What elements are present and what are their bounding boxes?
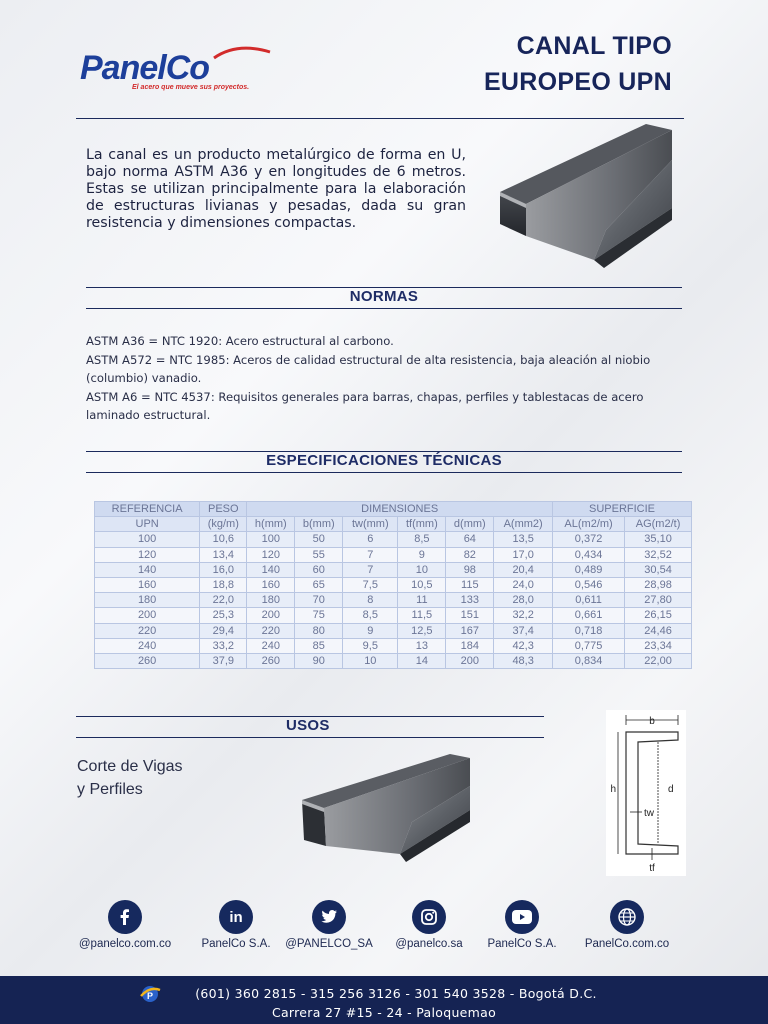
header-cell: b(mm) [295,517,343,532]
section-title-specs: ESPECIFICACIONES TÉCNICAS [266,452,502,469]
header-cell: h(mm) [247,517,295,532]
dim-label-tw: tw [644,808,654,819]
table-row [95,638,692,653]
social-youtube[interactable] [476,900,568,950]
table-header-row [95,517,692,532]
table-cell: 25,3 [200,608,247,623]
table-cell: 26,15 [625,608,692,623]
header-cell: A(mm2) [494,517,553,532]
logo-tagline: El acero que mueve sus proyectos. [132,84,250,91]
table-cell: 85 [295,638,343,653]
table-cell: 6 [343,532,398,547]
table-cell: 240 [95,638,200,653]
table-cell: 8,5 [343,608,398,623]
table-cell: 42,3 [494,638,553,653]
divider [86,472,682,473]
table-cell: 260 [95,653,200,668]
table-cell: 115 [446,577,494,592]
table-cell: 22,0 [200,593,247,608]
linkedin-icon: in [219,900,253,934]
header-cell: DIMENSIONES [247,502,553,517]
table-cell: 9,5 [343,638,398,653]
table-cell: 7 [343,547,398,562]
table-cell: 48,3 [494,653,553,668]
social-twitter[interactable] [278,900,380,950]
svg-text:P: P [147,991,154,1001]
footer [0,976,768,1024]
table-cell: 240 [247,638,295,653]
title-line-1: CANAL TIPO [516,32,672,60]
table-cell: 80 [295,623,343,638]
table-cell: 64 [446,532,494,547]
table-cell: 82 [446,547,494,562]
dim-label-tf: tf [649,863,655,874]
usos-line: y Perfiles [77,781,143,798]
dim-label-h: h [610,784,616,795]
usos-text [77,755,183,801]
social-label: @PANELCO_SA [285,938,373,950]
table-row [95,577,692,592]
logo-name-part1: Panel [80,49,166,87]
title-line-2: EUROPEO UPN [483,68,672,96]
table-cell: 98 [446,562,494,577]
table-cell: 200 [446,653,494,668]
table-cell: 9 [343,623,398,638]
table-cell: 14 [398,653,446,668]
table-cell: 50 [295,532,343,547]
social-website[interactable] [572,900,682,950]
table-cell: 33,2 [200,638,247,653]
table-cell: 10 [398,562,446,577]
table-cell: 60 [295,562,343,577]
table-cell: 160 [95,577,200,592]
table-cell: 11 [398,593,446,608]
table-cell: 55 [295,547,343,562]
social-label: @panelco.sa [395,938,463,950]
table-cell: 120 [95,547,200,562]
norma-item: ASTM A572 = NTC 1985: Aceros de calidad estructural de alta resistencia, baja aleación al niobio (columbio) vanadio. [86,352,651,385]
table-cell: 0,775 [553,638,625,653]
table-cell: 8,5 [398,532,446,547]
table-cell: 30,54 [625,562,692,577]
logo-swoosh-icon [212,44,272,62]
table-cell: 32,52 [625,547,692,562]
table-cell: 28,0 [494,593,553,608]
header-cell: AG(m2/t) [625,517,692,532]
table-cell: 0,834 [553,653,625,668]
table-cell: 18,8 [200,577,247,592]
spec-table [94,501,692,669]
footer-address: Carrera 27 #15 - 24 - Paloquemao [271,1005,497,1020]
section-title-normas: NORMAS [349,288,419,305]
norma-item: ASTM A36 = NTC 1920: Acero estructural al carbono. [86,334,394,348]
facebook-icon [108,900,142,934]
social-label: PanelCo S.A. [487,938,557,950]
table-cell: 151 [446,608,494,623]
usos-line: Corte de Vigas [77,758,183,775]
table-cell: 37,4 [494,623,553,638]
social-label: @panelco.com.co [78,938,172,950]
table-row [95,593,692,608]
upn-profile-diagram [606,710,686,876]
table-row [95,653,692,668]
table-cell: 184 [446,638,494,653]
header-cell: AL(m2/m) [553,517,625,532]
table-cell: 160 [247,577,295,592]
normas-list [86,332,686,425]
social-label: PanelCo S.A. [201,938,271,950]
table-cell: 13,5 [494,532,553,547]
table-cell: 8 [343,593,398,608]
table-cell: 28,98 [625,577,692,592]
table-cell: 24,0 [494,577,553,592]
social-linkedin[interactable] [188,900,284,950]
norma-item: ASTM A6 = NTC 4537: Requisitos generales para barras, chapas, perfiles y tablestacas de acero laminado estructural. [86,389,644,422]
table-cell: 22,00 [625,653,692,668]
steel-channel-image [496,120,676,268]
contact-logo-icon [138,984,162,1004]
table-cell: 0,434 [553,547,625,562]
table-cell: 24,46 [625,623,692,638]
header-cell: tf(mm) [398,517,446,532]
table-cell: 37,9 [200,653,247,668]
header-cell: SUPERFICIE [553,502,692,517]
page-title [484,28,672,100]
table-cell: 13,4 [200,547,247,562]
table-cell: 180 [95,593,200,608]
divider [76,737,544,738]
table-cell: 0,489 [553,562,625,577]
table-cell: 65 [295,577,343,592]
table-cell: 0,372 [553,532,625,547]
table-cell: 32,2 [494,608,553,623]
footer-phones: (601) 360 2815 - 315 256 3126 - 301 540 3528 - Bogotá D.C. [195,986,597,1001]
table-cell: 260 [247,653,295,668]
table-cell: 90 [295,653,343,668]
header-cell: PESO [200,502,247,517]
table-cell: 133 [446,593,494,608]
table-header-row [95,502,692,517]
table-cell: 10,6 [200,532,247,547]
intro-paragraph: La canal es un producto metalúrgico de forma en U, bajo norma ASTM A36 y en longitudes de 6 metros. Estas se utilizan principalmente para la elaboración de estructuras livianas y pesadas, dada su gran resistencia y dimensiones compactas. [86,147,466,231]
table-cell: 12,5 [398,623,446,638]
social-label: PanelCo.com.co [584,938,670,950]
youtube-icon [505,900,539,934]
header-cell: tw(mm) [343,517,398,532]
table-cell: 11,5 [398,608,446,623]
table-cell: 100 [95,532,200,547]
table-cell: 75 [295,608,343,623]
table-cell: 200 [247,608,295,623]
table-cell: 17,0 [494,547,553,562]
table-cell: 120 [247,547,295,562]
twitter-icon [312,900,346,934]
logo-name-part2: Co [165,49,210,87]
section-title-usos: USOS [286,717,330,734]
table-cell: 13 [398,638,446,653]
header-cell: (kg/m) [200,517,247,532]
table-cell: 167 [446,623,494,638]
panelco-logo [80,50,270,100]
table-row [95,547,692,562]
header-cell: REFERENCIA [95,502,200,517]
table-cell: 0,718 [553,623,625,638]
table-cell: 16,0 [200,562,247,577]
table-cell: 100 [247,532,295,547]
table-cell: 10,5 [398,577,446,592]
table-cell: 29,4 [200,623,247,638]
table-row [95,623,692,638]
divider [76,118,684,119]
table-row [95,608,692,623]
table-cell: 220 [95,623,200,638]
table-cell: 220 [247,623,295,638]
table-cell: 10 [343,653,398,668]
table-cell: 7 [343,562,398,577]
table-row [95,532,692,547]
social-facebook[interactable] [70,900,180,950]
dim-label-b: b [649,716,655,727]
table-row [95,562,692,577]
table-cell: 140 [247,562,295,577]
table-cell: 70 [295,593,343,608]
table-cell: 0,661 [553,608,625,623]
table-cell: 35,10 [625,532,692,547]
header-cell: d(mm) [446,517,494,532]
table-cell: 180 [247,593,295,608]
header-cell: UPN [95,517,200,532]
table-cell: 9 [398,547,446,562]
table-body [95,532,692,669]
table-cell: 0,546 [553,577,625,592]
table-cell: 20,4 [494,562,553,577]
table-cell: 23,34 [625,638,692,653]
steel-channel-image [300,750,472,862]
table-cell: 27,80 [625,593,692,608]
globe-icon [610,900,644,934]
instagram-icon [412,900,446,934]
social-instagram[interactable] [384,900,474,950]
divider [86,308,682,309]
dim-label-d: d [668,784,674,795]
table-cell: 0,611 [553,593,625,608]
table-cell: 7,5 [343,577,398,592]
table-cell: 200 [95,608,200,623]
table-cell: 140 [95,562,200,577]
